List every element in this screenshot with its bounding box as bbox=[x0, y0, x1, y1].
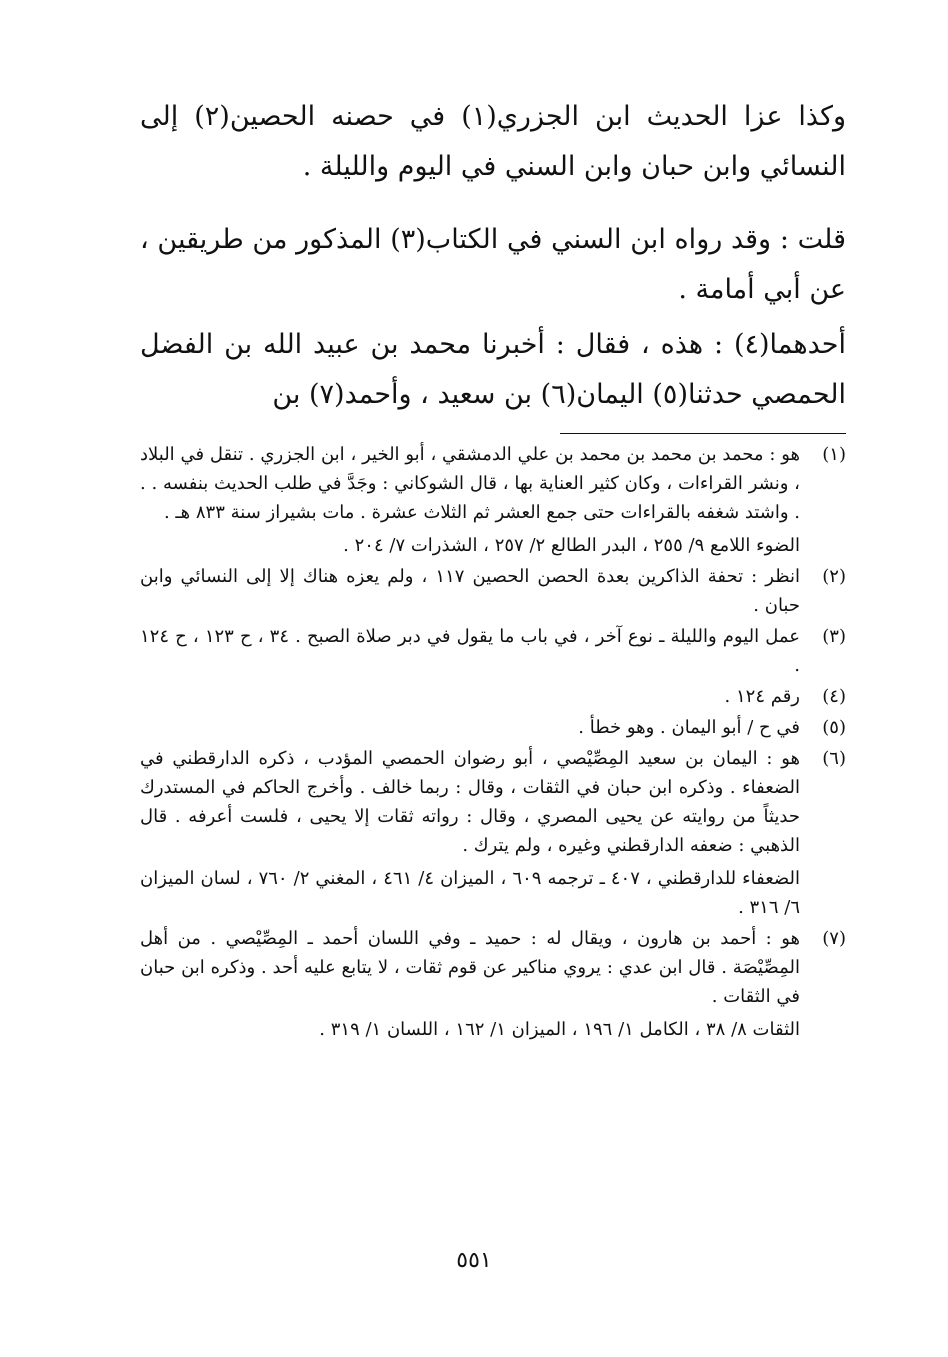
footnote-number: (١) bbox=[822, 444, 846, 465]
footnotes-section bbox=[140, 440, 846, 1044]
footnote-source: الضوء اللامع ٩/ ٢٥٥ ، البدر الطالع ٢/ ٢٥٧ ، الشذرات ٧/ ٢٠٤ . bbox=[343, 535, 800, 556]
footnote-1 bbox=[140, 440, 846, 560]
footnote-number: (٧) bbox=[822, 928, 846, 949]
footnote-text: في ح / أبو اليمان . وهو خطأ . bbox=[578, 717, 800, 738]
footnote-number: (٦) bbox=[822, 748, 846, 769]
footnote-text: هو : محمد بن محمد بن محمد بن علي الدمشقي ، أبو الخير ، ابن الجزري . تنقل في البلاد ، ونشر القراءات ، وكان كثير العناية بها ، قال الشوكاني : وجَدَّ في طلب الحديث بنفسه . . . واشتد شغفه بالقراءات حتى جمع العشر ثم الثلاث عشرة . مات بشيراز سنة ٨٣٣ هـ . bbox=[140, 444, 800, 523]
footnote-text: رقم ١٢٤ . bbox=[724, 686, 800, 707]
footnote-5 bbox=[140, 713, 846, 742]
body-paragraph-1: وكذا عزا الحديث ابن الجزري(١) في حصنه الحصين(٢) إلى النسائي وابن حبان وابن السني في اليوم والليلة . bbox=[140, 101, 846, 182]
footnote-2 bbox=[140, 562, 846, 620]
footnote-source: الضعفاء للدارقطني ، ٤٠٧ ـ ترجمه ٦٠٩ ، الميزان ٤/ ٤٦١ ، المغني ٢/ ٧٦٠ ، لسان الميزان ٦/ ٣١٦ . bbox=[140, 868, 800, 918]
footnote-number: (٥) bbox=[822, 717, 846, 738]
footnote-4 bbox=[140, 682, 846, 711]
footnote-text: هو : اليمان بن سعيد المِصِّيْصي ، أبو رضوان الحمصي المؤدب ، ذكره الدارقطني في الضعفاء . وذكره ابن حبان في الثقات ، وقال : ربما خالف . وأخرج الحاكم في المستدرك حديثاً من روايته عن يحيى المصري ، وقال : رواته ثقات إلا يحيى ، فلست أعرفه . قال الذهبي : ضعفه الدارقطني وغيره ، ولم يترك . bbox=[140, 748, 800, 856]
footnote-source: الثقات ٨/ ٣٨ ، الكامل ١/ ١٩٦ ، الميزان ١/ ١٦٢ ، اللسان ١/ ٣١٩ . bbox=[319, 1019, 800, 1040]
footnote-text: هو : أحمد بن هارون ، ويقال له : حميد ـ وفي اللسان أحمد ـ المِصِّيْصي . من أهل المِصِّيْصَة . قال ابن عدي : يروي مناكير عن قوم ثقات ، لا يتابع عليه أحد . وذكره ابن حبان في الثقات . bbox=[140, 928, 800, 1007]
body-paragraph-3: أحدهما(٤) : هذه ، فقال : أخبرنا محمد بن عبيد الله بن الفضل الحمصي حدثنا(٥) اليمان(٦) بن سعيد ، وأحمد(٧) بن bbox=[140, 329, 846, 410]
footnote-text: عمل اليوم والليلة ـ نوع آخر ، في باب ما يقول في دبر صلاة الصبح . ٣٤ ، ح ١٢٣ ، ح ١٢٤ . bbox=[140, 626, 801, 676]
footnote-text: انظر : تحفة الذاكرين بعدة الحصن الحصين ١١٧ ، ولم يعزه هناك إلا إلى النسائي وابن حبان . bbox=[140, 566, 800, 616]
footnote-7 bbox=[140, 924, 846, 1044]
body-paragraph-2: قلت : وقد رواه ابن السني في الكتاب(٣) المذكور من طريقين ، عن أبي أمامة . bbox=[140, 224, 846, 305]
footnote-number: (٢) bbox=[822, 566, 846, 587]
footnote-divider bbox=[560, 433, 846, 434]
footnote-6 bbox=[140, 744, 846, 922]
footnote-3 bbox=[140, 622, 846, 680]
footnote-number: (٤) bbox=[822, 686, 846, 707]
footnote-number: (٣) bbox=[822, 626, 846, 647]
page-number: ٥٥١ bbox=[456, 1248, 492, 1273]
